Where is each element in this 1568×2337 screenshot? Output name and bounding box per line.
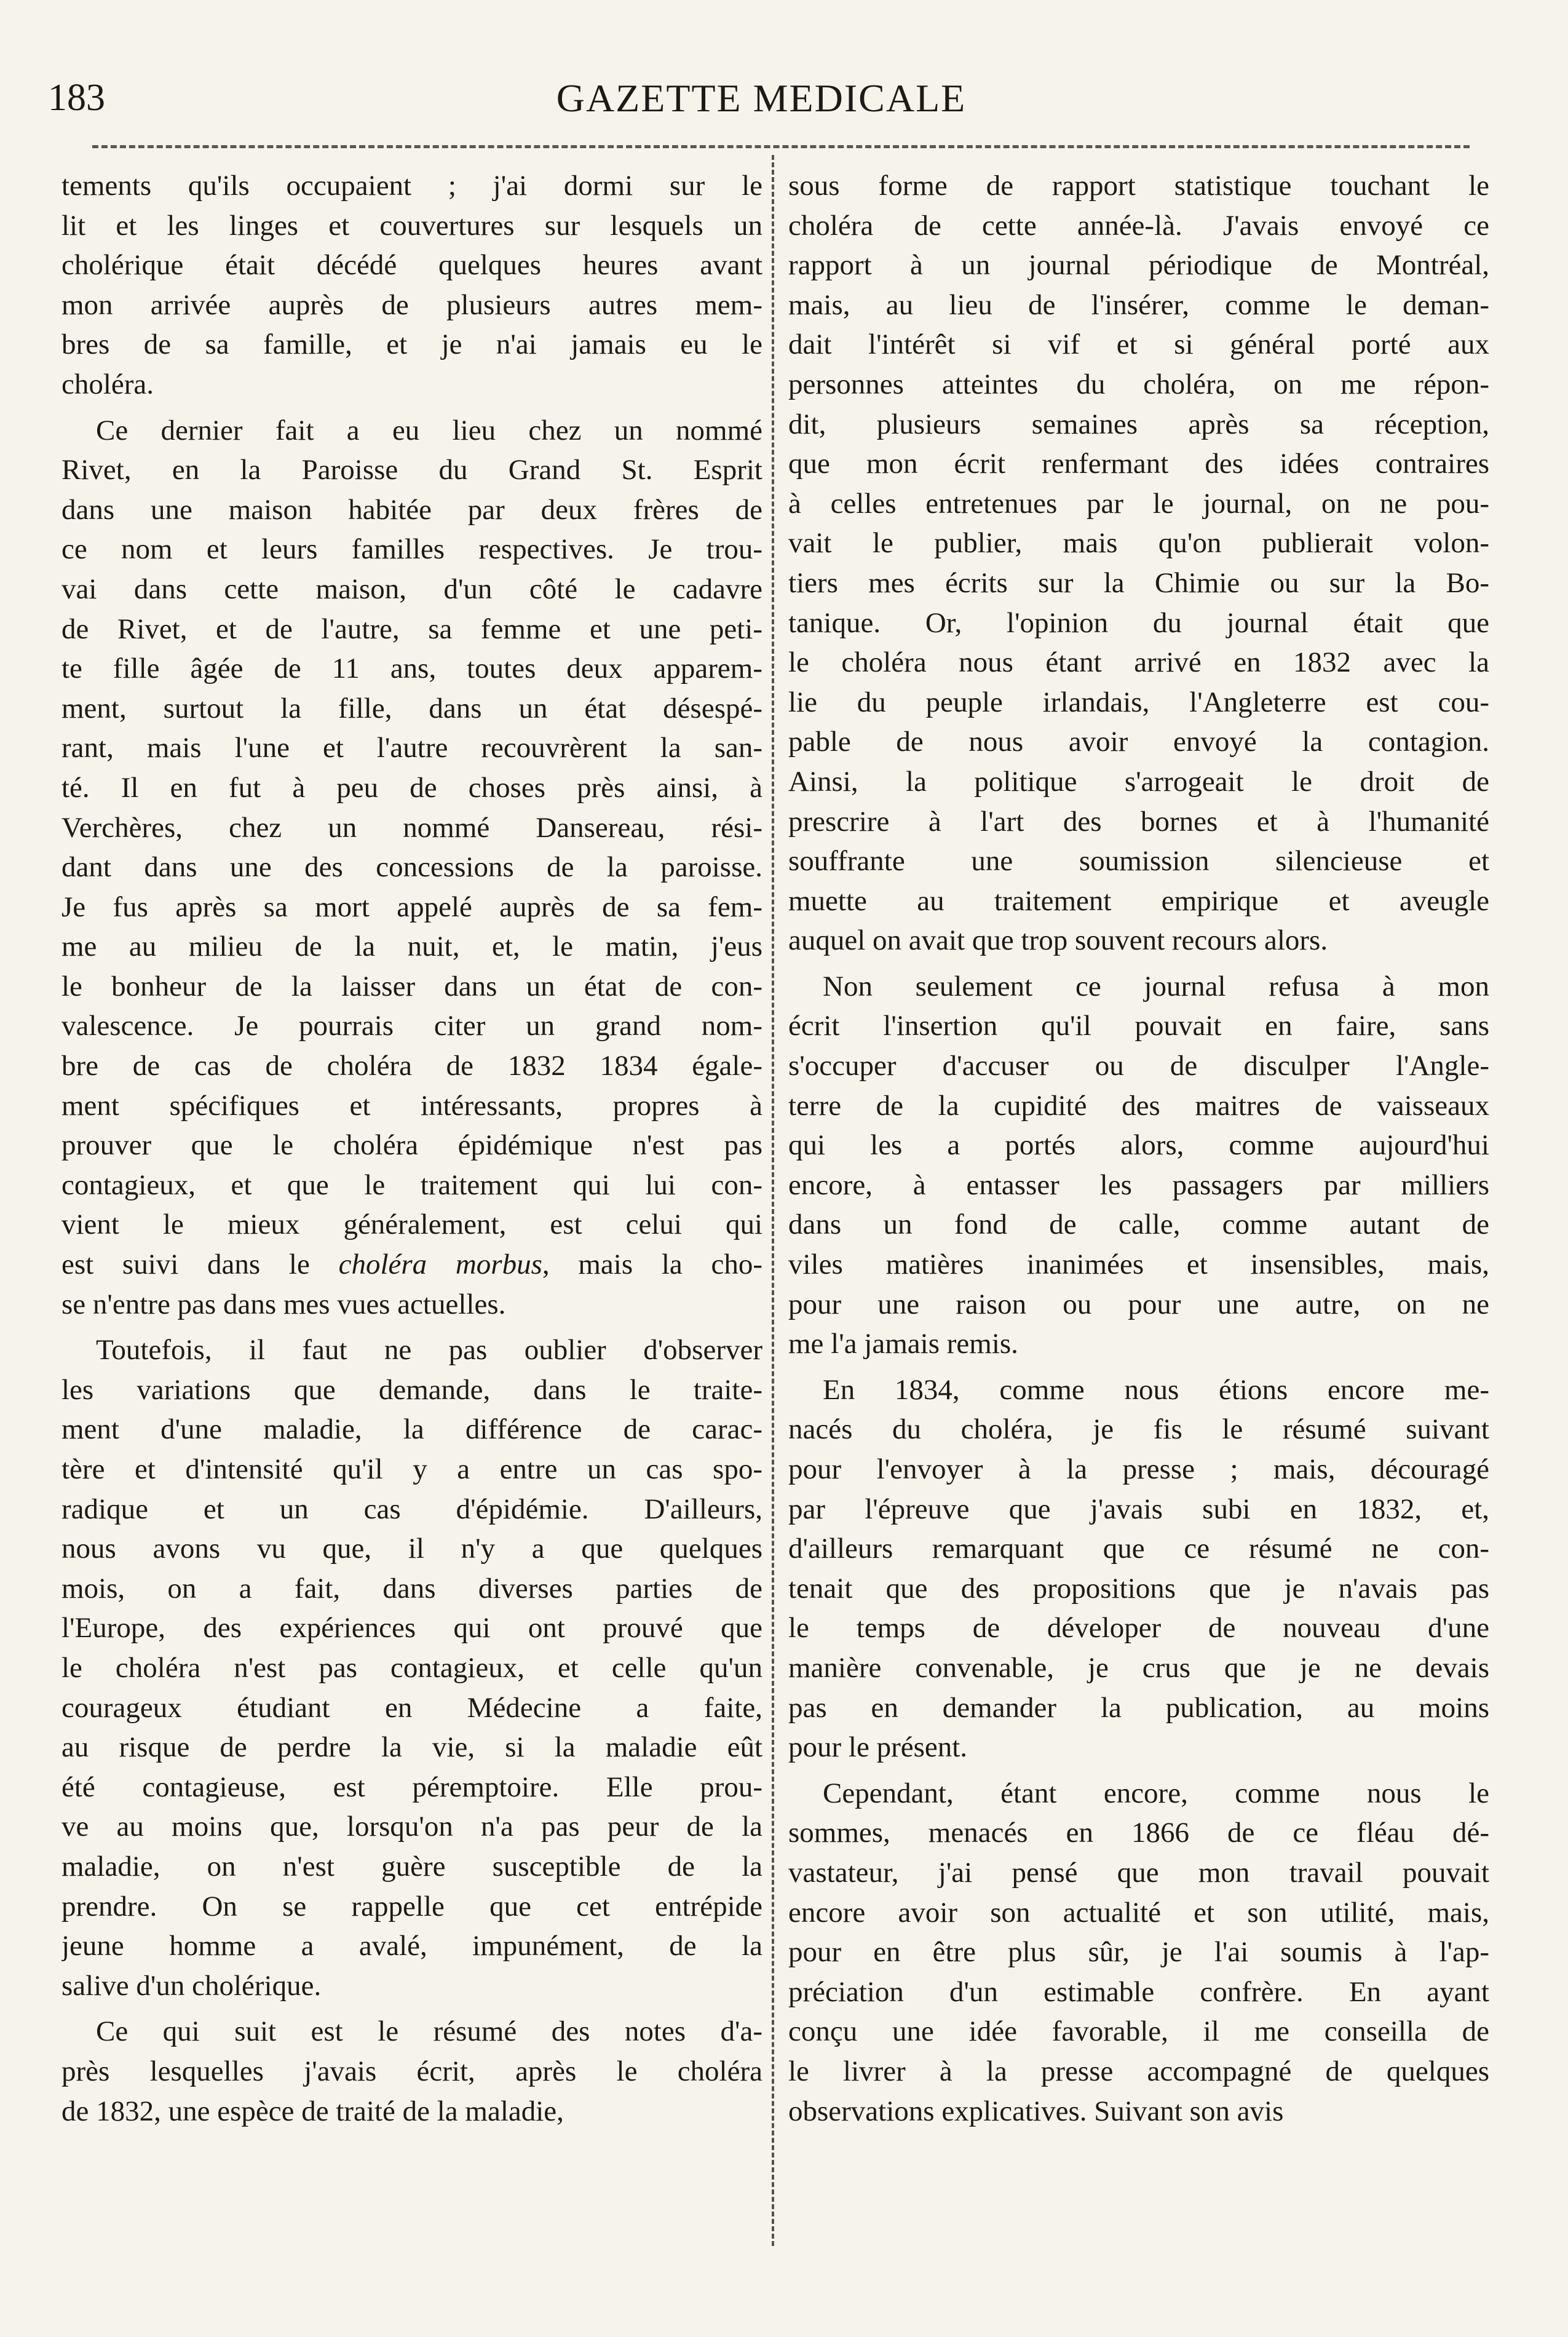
text-line: personnes atteintes du choléra, on me répon- xyxy=(788,368,1489,400)
text-line: prescrire à l'art des bornes et à l'humanité xyxy=(788,805,1489,838)
text-line: dait l'intérêt si vif et si général porté aux xyxy=(788,328,1489,361)
text-line: terre de la cupidité des maitres de vaisseaux xyxy=(788,1089,1489,1122)
text-line: tenait que des propositions que je n'avais pas xyxy=(788,1572,1489,1605)
text-line: par l'épreuve que j'avais subi en 1832, et, xyxy=(788,1493,1489,1525)
paragraph xyxy=(61,411,762,1325)
text-line: le bonheur de la laisser dans un état de con- xyxy=(61,970,762,1002)
paragraph xyxy=(788,1774,1489,2131)
text-line: de Rivet, et de l'autre, sa femme et une peti- xyxy=(61,613,762,645)
text-line: vient le mieux généralement, est celui qui xyxy=(61,1208,762,1241)
text-line: au risque de perdre la vie, si la maladie eût xyxy=(61,1731,762,1764)
text-line: bres de sa famille, et je n'ai jamais eu le xyxy=(61,328,762,361)
text-line: conçu une idée favorable, il me conseilla de xyxy=(788,2015,1489,2048)
text-line: lit et les linges et couvertures sur lesquels un xyxy=(61,209,762,242)
text-line: me l'a jamais remis. xyxy=(788,1328,1018,1360)
text-line: maladie, on n'est guère susceptible de la xyxy=(61,1850,762,1883)
text-line: près lesquelles j'avais écrit, après le choléra xyxy=(61,2055,762,2087)
italic-term: choléra morbus xyxy=(338,1248,542,1281)
text-line: ve au moins que, lorsqu'on n'a pas peur de la xyxy=(61,1811,762,1843)
text-line: valescence. Je pourrais citer un grand nom- xyxy=(61,1010,762,1042)
paragraph xyxy=(61,166,762,405)
text-line: dans un fond de calle, comme autant de xyxy=(788,1208,1489,1241)
text-line: Je fus après sa mort appelé auprès de sa fem- xyxy=(61,891,762,923)
text-line: manière convenable, je crus que je ne devais xyxy=(788,1651,1489,1684)
paragraph xyxy=(61,1330,762,2006)
text-line: le temps de déveloper de nouveau d'une xyxy=(788,1612,1489,1645)
journal-title: GAZETTE MEDICALE xyxy=(556,76,967,120)
text-line: rant, mais l'une et l'autre recouvrèrent la san- xyxy=(61,732,762,764)
text-line: tiers mes écrits sur la Chimie ou sur la Bo- xyxy=(788,566,1489,599)
text-line: encore avoir son actualité et son utilité, mais, xyxy=(788,1896,1489,1929)
text-line: mois, on a fait, dans diverses parties de xyxy=(61,1572,762,1605)
left-column xyxy=(61,166,762,2257)
text-line: auquel on avait que trop souvent recours alors. xyxy=(788,924,1328,957)
text-line: dit, plusieurs semaines après sa réception, xyxy=(788,408,1489,440)
text-line: à celles entretenues par le journal, on ne pou- xyxy=(788,487,1489,520)
text-line: le choléra n'est pas contagieux, et celle qu'un xyxy=(61,1651,762,1684)
text-line: préciation d'un estimable confrère. En ayant xyxy=(788,1975,1489,2008)
text-line: se n'entre pas dans mes vues actuelles. xyxy=(61,1288,506,1320)
text-line: observations explicatives. Suivant son avis xyxy=(788,2095,1284,2127)
text-line: Ainsi, la politique s'arrogeait le droit de xyxy=(788,765,1489,798)
text-line: que mon écrit renfermant des idées contraires xyxy=(788,448,1489,480)
text-line: Toutefois, il faut ne pas oublier d'observer xyxy=(96,1334,762,1367)
paragraph xyxy=(61,2012,762,2131)
page-number: 183 xyxy=(48,77,105,119)
text-line: ment d'une maladie, la différence de carac- xyxy=(61,1413,762,1446)
text-line: nacés du choléra, je fis le résumé suivant xyxy=(788,1413,1489,1446)
text-line: courageux étudiant en Médecine a faite, xyxy=(61,1691,762,1724)
text-line: nous avons vu que, il n'y a que quelques xyxy=(61,1533,762,1565)
text-line: écrit l'insertion qu'il pouvait en faire, sans xyxy=(788,1010,1489,1042)
text-line: salive d'un cholérique. xyxy=(61,1969,322,2002)
text-line: pas en demander la publication, au moins xyxy=(788,1691,1489,1724)
text-line: contagieux, et que le traitement qui lui con- xyxy=(61,1168,762,1201)
text-line: le livrer à la presse accompagné de quelques xyxy=(788,2055,1489,2087)
text-line: tanique. Or, l'opinion du journal était que xyxy=(788,606,1489,639)
text-line: prouver que le choléra épidémique n'est pas xyxy=(61,1129,762,1162)
text-line: Rivet, en la Paroisse du Grand St. Esprit xyxy=(61,454,762,486)
text-line: choléra. xyxy=(61,368,154,400)
text-line: qui les a portés alors, comme aujourd'hui xyxy=(788,1129,1489,1162)
text-line: viles matières inanimées et insensibles, mais, xyxy=(788,1248,1489,1281)
text-line: pour le présent. xyxy=(788,1731,968,1764)
text-line: vait le publier, mais qu'on publierait volon- xyxy=(788,527,1489,560)
text-line: Cependant, étant encore, comme nous le xyxy=(823,1777,1489,1809)
text-line: pable de nous avoir envoyé la contagion. xyxy=(788,726,1489,758)
text-line: Ce qui suit est le résumé des notes d'a- xyxy=(96,2015,762,2048)
text-line: mon arrivée auprès de plusieurs autres mem- xyxy=(61,288,762,321)
text-line: Verchères, chez un nommé Dansereau, rési- xyxy=(61,811,762,844)
text-line: vai dans cette maison, d'un côté le cadavre xyxy=(61,573,762,605)
text-line: l'Europe, des expériences qui ont prouvé que xyxy=(61,1612,762,1645)
text-line: rapport à un journal périodique de Montréal, xyxy=(788,249,1489,282)
text-line: est suivi dans le choléra morbus, mais la cho- xyxy=(61,1248,762,1281)
text-line: encore, à entasser les passagers par milliers xyxy=(788,1168,1489,1201)
text-line: pour une raison ou pour une autre, on ne xyxy=(788,1288,1489,1320)
text-line: pour l'envoyer à la presse ; mais, découragé xyxy=(788,1453,1489,1485)
text-line: muette au traitement empirique et aveugle xyxy=(788,884,1489,917)
text-line: souffrante une soumission silencieuse et xyxy=(788,845,1489,878)
text-line: les variations que demande, dans le traite- xyxy=(61,1373,762,1406)
paragraph xyxy=(788,1370,1489,1768)
text-line: te fille âgée de 11 ans, toutes deux apparem- xyxy=(61,653,762,685)
text-line: jeune homme a avalé, impunément, de la xyxy=(61,1930,762,1962)
text-line: dant dans une des concessions de la paroisse. xyxy=(61,851,762,884)
page-header xyxy=(48,73,1475,140)
text-line: choléra de cette année-là. J'avais envoyé ce xyxy=(788,209,1489,242)
paragraph xyxy=(788,166,1489,961)
text-line: En 1834, comme nous étions encore me- xyxy=(823,1373,1489,1406)
text-line: le choléra nous étant arrivé en 1832 avec la xyxy=(788,646,1489,679)
text-line: ment spécifiques et intéressants, propres à xyxy=(61,1089,762,1122)
text-line: dans une maison habitée par deux frères de xyxy=(61,493,762,526)
text-line: mais, au lieu de l'insérer, comme le deman- xyxy=(788,288,1489,321)
text-line: été contagieuse, est péremptoire. Elle prou- xyxy=(61,1771,762,1803)
text-line: tements qu'ils occupaient ; j'ai dormi sur le xyxy=(61,170,762,202)
text-line: d'ailleurs remarquant que ce résumé ne con- xyxy=(788,1533,1489,1565)
text-line: té. Il en fut à peu de choses près ainsi, à xyxy=(61,771,762,804)
text-line: prendre. On se rappelle que cet entrépide xyxy=(61,1890,762,1922)
text-line: radique et un cas d'épidémie. D'ailleurs, xyxy=(61,1493,762,1525)
right-column xyxy=(788,166,1489,2257)
text-line: tère et d'intensité qu'il y a entre un cas spo- xyxy=(61,1453,762,1485)
text-line: cholérique était décédé quelques heures avant xyxy=(61,249,762,282)
text-line: bre de cas de choléra de 1832 1834 égale- xyxy=(61,1050,762,1082)
text-line: sommes, menacés en 1866 de ce fléau dé- xyxy=(788,1817,1489,1849)
header-rule xyxy=(92,145,1470,148)
text-line: lie du peuple irlandais, l'Angleterre est cou- xyxy=(788,686,1489,718)
text-line: pour en être plus sûr, je l'ai soumis à l'ap- xyxy=(788,1936,1489,1969)
text-line: Non seulement ce journal refusa à mon xyxy=(823,970,1489,1002)
text-line: sous forme de rapport statistique touchant le xyxy=(788,170,1489,202)
text-line: s'occuper d'accuser ou de disculper l'Angle- xyxy=(788,1050,1489,1082)
paragraph xyxy=(788,967,1489,1364)
text-line: de 1832, une espèce de traité de la maladie, xyxy=(61,2095,564,2127)
text-line: ment, surtout la fille, dans un état désespé- xyxy=(61,692,762,724)
text-line: ce nom et leurs familles respectives. Je trou- xyxy=(61,533,762,566)
text-line: vastateur, j'ai pensé que mon travail pouvait xyxy=(788,1856,1489,1889)
text-line: me au milieu de la nuit, et, le matin, j'eus xyxy=(61,930,762,963)
column-divider xyxy=(772,155,774,2246)
text-line: Ce dernier fait a eu lieu chez un nommé xyxy=(96,414,762,446)
